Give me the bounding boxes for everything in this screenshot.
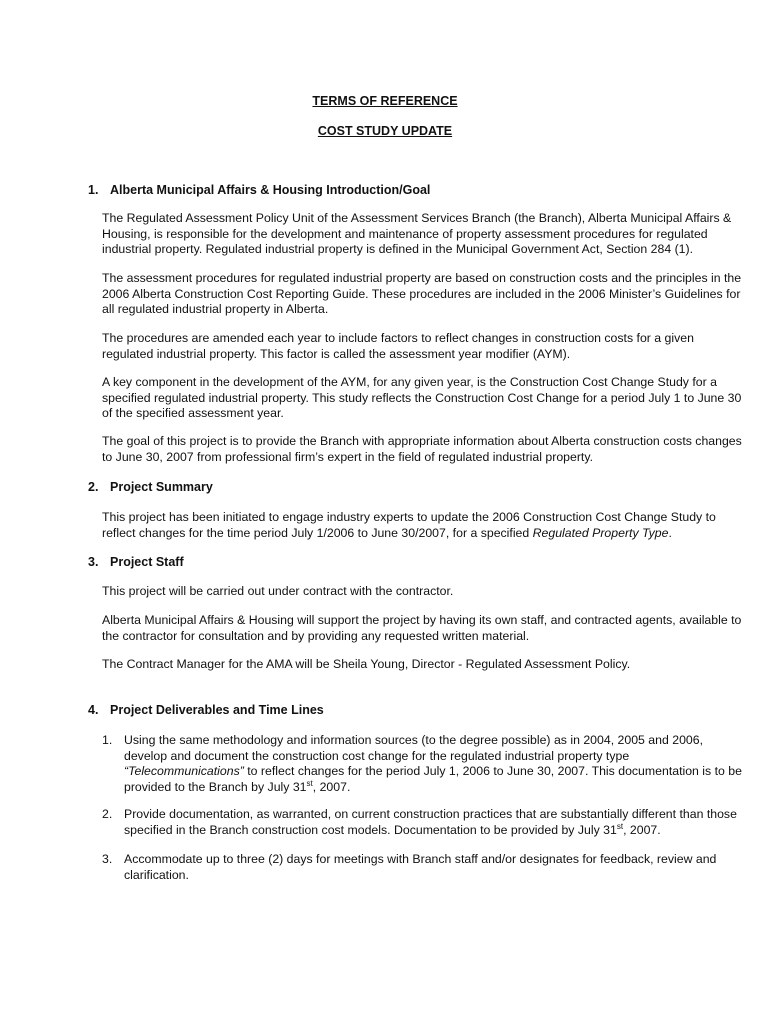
- property-type-term: Regulated Property Type: [532, 525, 669, 540]
- section-1-heading: [88, 183, 430, 198]
- section-4-heading: [88, 703, 324, 718]
- list-item-text: Provide documentation, as warranted, on current construction practices that are substantially different than those specified in the Branch construction cost models. Documentation to be provided by July 31: [124, 807, 737, 837]
- paragraph-text: This project has been initiated to engage industry experts to update the 2006 Construction Cost Change Study to reflect changes for the time period July 1/2006 to June 30/2007, for a specified: [102, 510, 716, 540]
- section-number: 1.: [88, 183, 99, 197]
- section-title: Alberta Municipal Affairs & Housing Introduction/Goal: [110, 183, 431, 197]
- paragraph: The Regulated Assessment Policy Unit of the Assessment Services Branch (the Branch), Alberta Municipal Affairs & Housing, is responsible for the development and maintenance of property assessment procedures for regulated industrial property. Regulated industrial property is defined in the Municipal Government Act, Section 284 (1).: [102, 211, 732, 256]
- paragraph: The procedures are amended each year to include factors to reflect changes in construction costs for a given regulated industrial property. This factor is called the assessment year modifier (AYM).: [102, 331, 694, 361]
- list-item-text: , 2007.: [312, 779, 351, 794]
- property-type-term: “Telecommunications”: [124, 764, 244, 778]
- section-title: Project Summary: [110, 480, 213, 494]
- section-3-heading: [88, 555, 184, 570]
- list-item-number: 1.: [102, 733, 113, 747]
- section-2-heading: [88, 480, 213, 495]
- paragraph: A key component in the development of the AYM, for any given year, is the Construction Cost Change Study for a specified regulated industrial property. This study reflects the Construction Cost Change for a period July 1 to June 30 of the specified assessment year.: [102, 375, 742, 420]
- paragraph-end: .: [668, 525, 672, 540]
- list-item-text: to reflect changes for the period July 1, 2006 to June 30, 2007. This documentation is to be provided to the Branch by July 31: [124, 764, 742, 794]
- paragraph: This project will be carried out under contract with the contractor.: [102, 584, 454, 598]
- section-number: 4.: [88, 703, 99, 717]
- document-title: TERMS OF REFERENCE: [312, 94, 458, 108]
- ordinal-suffix: st: [616, 821, 624, 831]
- paragraph: The goal of this project is to provide the Branch with appropriate information about Alberta construction costs changes to June 30, 2007 from professional firm’s expert in the field of regulated industrial property.: [102, 434, 742, 464]
- list-item-text: Using the same methodology and information sources (to the degree possible) as in 2004, 2005 and 2006, develop and document the construction cost change for the regulated industrial property type: [124, 733, 704, 763]
- list-item: [124, 807, 749, 838]
- document-subtitle: COST STUDY UPDATE: [317, 124, 453, 138]
- list-item: [124, 733, 749, 795]
- list-item: Accommodate up to three (2) days for meetings with Branch staff and/or designates for feedback, review and clarification.: [124, 852, 717, 882]
- paragraph: The Contract Manager for the AMA will be Sheila Young, Director - Regulated Assessment Policy.: [102, 657, 631, 671]
- section-number: 2.: [88, 480, 99, 494]
- section-title: Project Deliverables and Time Lines: [110, 703, 324, 717]
- section-title: Project Staff: [110, 555, 184, 569]
- list-item-number: 2.: [102, 807, 113, 821]
- paragraph: The assessment procedures for regulated industrial property are based on construction costs and the principles in the 2006 Alberta Construction Cost Reporting Guide. These procedures are included in the 2006 Minister’s Guidelines for all regulated industrial property in Alberta.: [102, 271, 742, 316]
- list-item-text: , 2007.: [623, 822, 661, 837]
- section-number: 3.: [88, 555, 99, 569]
- list-item-number: 3.: [102, 852, 113, 866]
- paragraph: Alberta Municipal Affairs & Housing will support the project by having its own staff, and contracted agents, available to the contractor for consultation and by providing any requested written material.: [102, 613, 742, 643]
- paragraph: [102, 510, 747, 541]
- ordinal-suffix: st: [306, 778, 313, 788]
